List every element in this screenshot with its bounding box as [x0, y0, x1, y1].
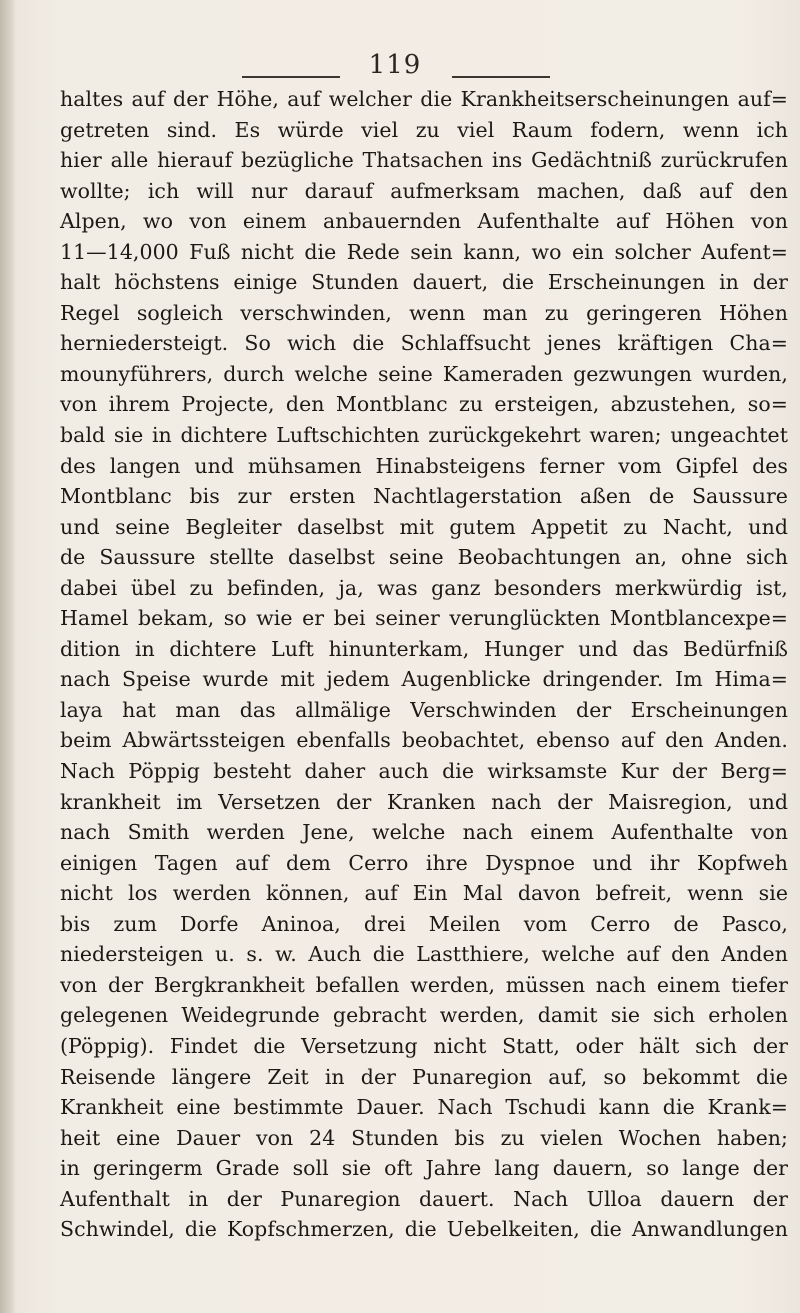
text-line: Montblanc bis zur ersten Nachtlagerstation aßen de Saussure	[60, 484, 788, 509]
text-line: (Pöppig). Findet die Versetzung nicht Statt, oder hält sich der	[60, 1033, 788, 1058]
text-line: dition in dichtere Luft hinunterkam, Hunger und das Bedürfniß	[60, 636, 788, 661]
text-line: Hamel bekam, so wie er bei seiner verunglückten Montblancexpe=	[60, 606, 788, 631]
text-line: Alpen, wo von einem anbauernden Aufenthalte auf Höhen von	[60, 209, 788, 234]
text-line: in geringerm Grade soll sie oft Jahre lang dauern, so lange der	[60, 1156, 788, 1181]
text-line: hier alle hierauf bezügliche Thatsachen ins Gedächtniß zurückrufen	[60, 148, 788, 173]
text-line: von ihrem Projecte, den Montblanc zu ersteigen, abzustehen, so=	[60, 392, 788, 417]
binding-edge	[0, 0, 14, 1313]
header-rule-right	[452, 76, 550, 78]
text-line: von der Bergkrankheit befallen werden, müssen nach einem tiefer	[60, 972, 788, 997]
text-line: herniedersteigt. So wich die Schlaffsucht jenes kräftigen Cha=	[60, 331, 788, 356]
text-line: Nach Pöppig besteht daher auch die wirksamste Kur der Berg=	[60, 759, 788, 784]
text-line: Schwindel, die Kopfschmerzen, die Uebelkeiten, die Anwandlungen	[60, 1217, 788, 1242]
text-line: nicht los werden können, auf Ein Mal davon befreit, wenn sie	[60, 881, 788, 906]
text-line: gelegenen Weidegrunde gebracht werden, damit sie sich erholen	[60, 1003, 788, 1028]
text-line: mounyführers, durch welche seine Kameraden gezwungen wurden,	[60, 361, 788, 386]
text-line: haltes auf der Höhe, auf welcher die Krankheitserscheinungen auf=	[60, 87, 788, 111]
text-line: krankheit im Versetzen der Kranken nach der Maisregion, und	[60, 789, 788, 814]
text-line: laya hat man das allmälige Verschwinden der Erscheinungen	[60, 697, 788, 722]
text-line: Aufenthalt in der Punaregion dauert. Nach Ulloa dauern der	[60, 1186, 788, 1211]
text-line: bald sie in dichtere Luftschichten zurückgekehrt waren; ungeachtet	[60, 423, 788, 448]
text-line: Krankheit eine bestimmte Dauer. Nach Tschudi kann die Krank=	[60, 1095, 788, 1120]
text-line: niedersteigen u. s. w. Auch die Lastthiere, welche auf den Anden	[60, 942, 788, 967]
text-line: einigen Tagen auf dem Cerro ihre Dyspnoe und ihr Kopfweh	[60, 850, 788, 875]
header-rule-left	[242, 76, 340, 78]
text-line: halt höchstens einige Stunden dauert, die Erscheinungen in der	[60, 270, 788, 295]
text-line: Reisende längere Zeit in der Punaregion auf, so bekommt die	[60, 1064, 788, 1089]
text-line: Regel sogleich verschwinden, wenn man zu geringeren Höhen	[60, 300, 788, 325]
text-line: de Saussure stellte daselbst seine Beobachtungen an, ohne sich	[60, 545, 788, 570]
text-line: beim Abwärtssteigen ebenfalls beobachtet, ebenso auf den Anden.	[60, 728, 788, 753]
text-line: getreten sind. Es würde viel zu viel Raum fodern, wenn ich	[60, 117, 788, 142]
text-line: wollte; ich will nur darauf aufmerksam machen, daß auf den	[60, 178, 788, 203]
page-header	[0, 22, 800, 80]
body-text	[60, 84, 788, 1245]
text-line: bis zum Dorfe Aninoa, drei Meilen vom Cerro de Pasco,	[60, 911, 788, 936]
text-line: des langen und mühsamen Hinabsteigens ferner vom Gipfel des	[60, 453, 788, 478]
text-line: dabei übel zu befinden, ja, was ganz besonders merkwürdig ist,	[60, 575, 788, 600]
text-line: nach Smith werden Jene, welche nach einem Aufenthalte von	[60, 820, 788, 845]
page-number: 119	[368, 50, 422, 80]
text-line: nach Speise wurde mit jedem Augenblicke dringender. Im Hima=	[60, 667, 788, 692]
text-line: und seine Begleiter daselbst mit gutem Appetit zu Nacht, und	[60, 514, 788, 539]
text-line: 11—14,000 Fuß nicht die Rede sein kann, wo ein solcher Aufent=	[60, 239, 788, 264]
text-line: heit eine Dauer von 24 Stunden bis zu vielen Wochen haben;	[60, 1125, 788, 1150]
